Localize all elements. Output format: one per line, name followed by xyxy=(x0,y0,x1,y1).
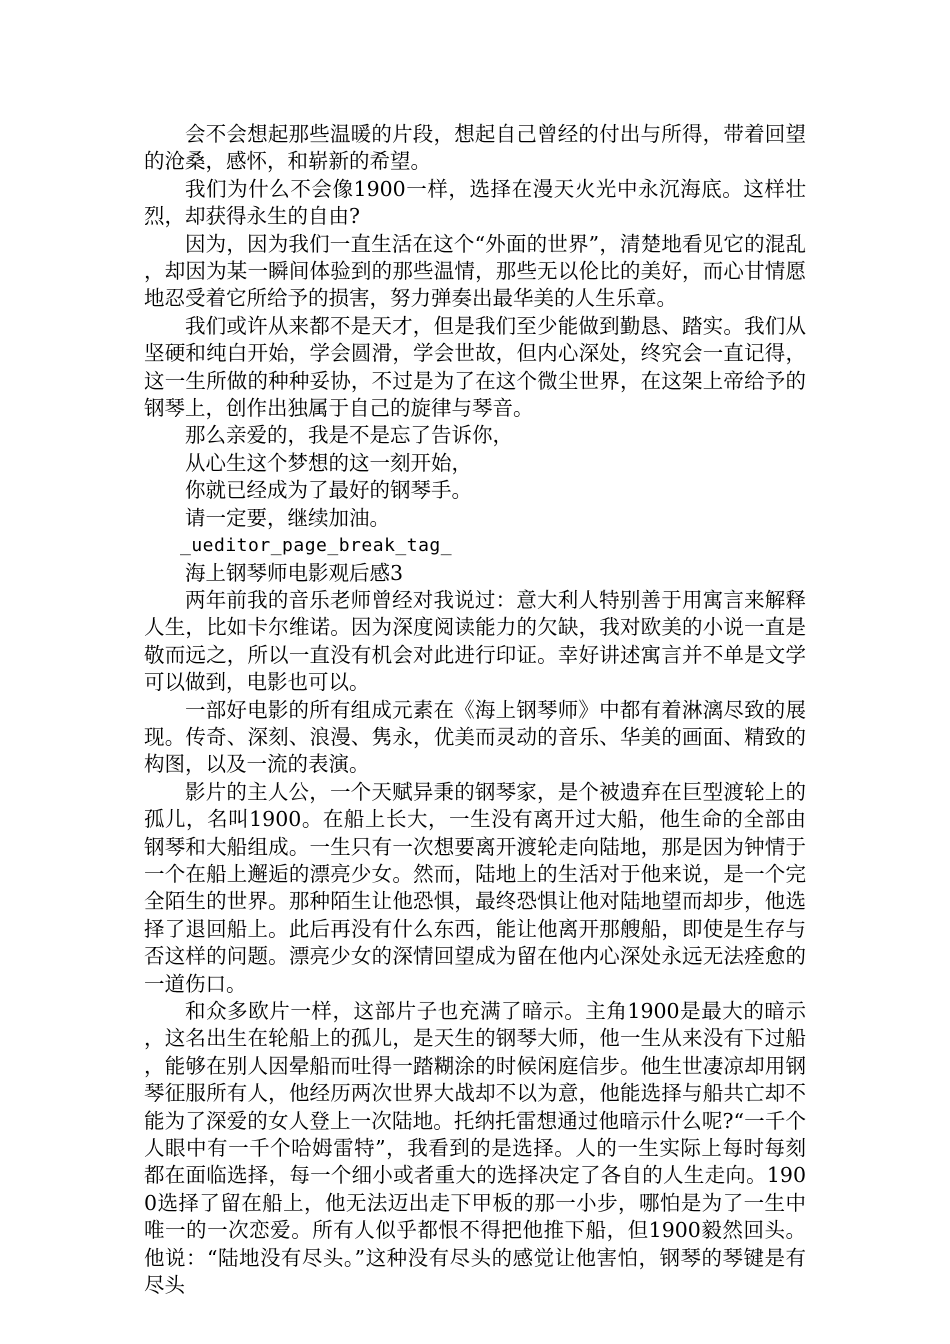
paragraph: 一部好电影的所有组成元素在《海上钢琴师》中都有着淋漓尽致的展现。传奇、深刻、浪漫、隽永，优美而灵动的音乐、华美的画面、精致的构图，以及一流的表演。 xyxy=(144,697,806,777)
paragraph: 我们或许从来都不是天才，但是我们至少能做到勤恳、踏实。我们从坚硬和纯白开始，学会圆滑，学会世故，但内心深处，终究会一直记得，这一生所做的种种妥协，不过是为了在这个微尘世界，在这架上帝给予的钢琴上，创作出独属于自己的旋律与琴音。 xyxy=(144,313,806,421)
page-break-tag: _ueditor_page_break_tag_ xyxy=(180,535,453,557)
paragraph: 我们为什么不会像1900一样，选择在漫天火光中永沉海底。这样壮烈，却获得永生的自由? xyxy=(144,176,806,229)
paragraph: 从心生这个梦想的这一刻开始， xyxy=(185,450,472,475)
paragraph: 两年前我的音乐老师曾经对我说过：意大利人特别善于用寓言来解释人生，比如卡尔维诺。因为深度阅读能力的欠缺，我对欧美的小说一直是敬而远之，所以一直没有机会对此进行印证。幸好讲述寓言并不单是文学可以做到，电影也可以。 xyxy=(144,587,806,695)
paragraph: 请一定要，继续加油。 xyxy=(185,505,390,530)
paragraph: 影片的主人公，一个天赋异秉的钢琴家，是个被遗弃在巨型渡轮上的孤儿，名叫1900。在船上长大，一生没有离开过大船，他生命的全部由钢琴和大船组成。一生只有一次想要离开渡轮走向陆地，那是因为钟情于一个在船上邂逅的漂亮少女。然而，陆地上的生活对于他来说，是一个完全陌生的世界。那种陌生让他恐惧，最终恐惧让他对陆地望而却步，他选择了退回船上。此后再没有什么东西，能让他离开那艘船，即使是生存与否这样的问题。漂亮少女的深情回望成为留在他内心深处永远无法痊愈的一道伤口。 xyxy=(144,779,806,996)
paragraph: 那么亲爱的，我是不是忘了告诉你， xyxy=(185,423,513,448)
paragraph: 和众多欧片一样，这部片子也充满了暗示。主角1900是最大的暗示，这名出生在轮船上的孤儿，是天生的钢琴大师，他一生从来没有下过船，能够在别人因晕船而吐得一踏糊涂的时候闲庭信步。他生世凄凉却用钢琴征服所有人，他经历两次世界大战却不以为意，他能选择与船共亡却不能为了深爱的女人登上一次陆地。托纳托雷想通过他暗示什么呢?“一千个人眼中有一千个哈姆雷特”，我看到的是选择。人的一生实际上每时每刻都在面临选择，每一个细小或者重大的选择决定了各自的人生走向。1900选择了留在船上，他无法迈出走下甲板的那一小步，哪怕是为了一生中唯一的一次恋爱。所有人似乎都恨不得把他推下船，但1900毅然回头。他说：“陆地没有尽头。”这种没有尽头的感觉让他害怕，钢琴的琴键是有尽头 xyxy=(144,999,806,1298)
paragraph: 你就已经成为了最好的钢琴手。 xyxy=(185,478,472,503)
section-title: 海上钢琴师电影观后感3 xyxy=(185,560,404,585)
paragraph: 会不会想起那些温暖的片段，想起自己曾经的付出与所得，带着回望的沧桑，感怀，和崭新的希望。 xyxy=(144,122,806,174)
document-page xyxy=(144,121,806,1299)
paragraph: 因为，因为我们一直生活在这个“外面的世界”，清楚地看见它的混乱，却因为某一瞬间体验到的那些温情，那些无以伦比的美好，而心甘情愿地忍受着它所给予的损害，努力弹奏出最华美的人生乐章。 xyxy=(144,231,806,311)
